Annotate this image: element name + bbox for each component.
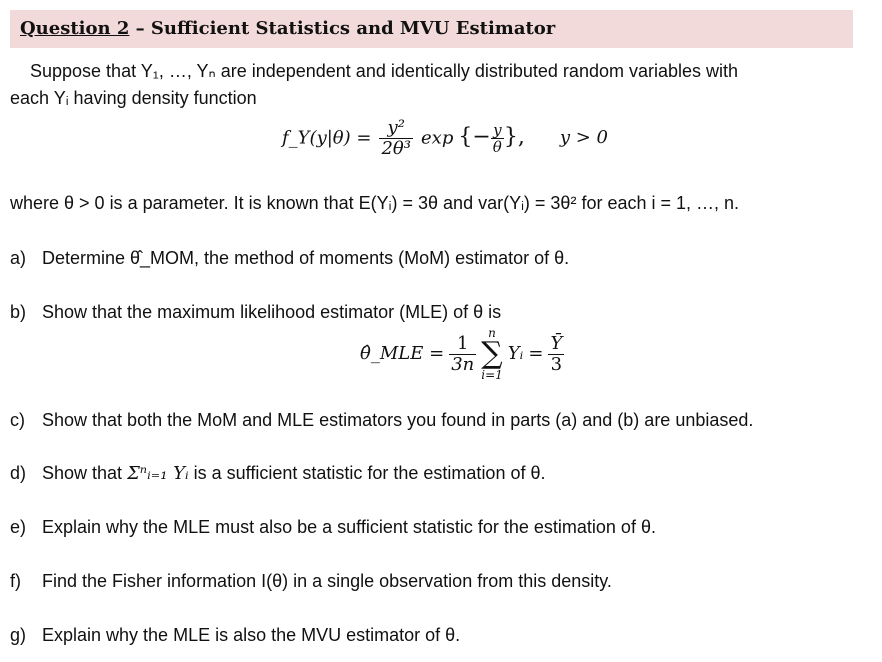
intro-line-2: each Yᵢ having density function (10, 88, 257, 108)
mle-rhs-den: 3 (550, 353, 563, 375)
part-d-text-post: is a sufficient statistic for the estimation of θ. (188, 463, 546, 483)
mle-rhs-fraction (548, 334, 564, 375)
part-c-text: Show that both the MoM and MLE estimators you found in parts (a) and (b) are unbiased. (42, 410, 754, 430)
part-e (10, 517, 656, 538)
density-denominator: 2θ³ (381, 138, 411, 159)
part-e-label: e) (10, 517, 27, 537)
density-numerator: y² (379, 118, 413, 139)
mle-lhs: θ̂_MLE = (360, 342, 445, 364)
part-d (10, 463, 545, 484)
where-line: where θ > 0 is a parameter. It is known that E(Yᵢ) = 3θ and var(Yᵢ) = 3θ² for each i = 1, …, n. (10, 193, 740, 213)
density-lhs: f_Y(y|θ) = (282, 127, 372, 149)
part-e-text: Explain why the MLE must also be a sufficient statistic for the estimation of θ. (42, 517, 656, 537)
part-b-label: b) (10, 302, 27, 322)
question-label: Question 2 (20, 18, 130, 39)
question-heading (20, 18, 555, 39)
mle-equals: = (528, 342, 544, 364)
part-g (10, 625, 460, 646)
question-header (10, 10, 853, 48)
mle-summand: Yᵢ (507, 342, 524, 364)
part-g-text: Explain why the MLE is also the MVU estimator of θ. (42, 625, 461, 645)
part-a-text: Determine θ̂_MOM, the method of moments (MoM) estimator of θ. (42, 248, 570, 268)
density-exp: exp (421, 127, 454, 149)
part-f-label: f) (10, 571, 21, 591)
part-c-label: c) (10, 410, 25, 430)
exp-arg-numerator: y (491, 122, 504, 139)
mle-formula (360, 326, 564, 382)
exp-argument (491, 122, 504, 155)
part-b (10, 302, 501, 323)
sum-lower: i=1 (481, 368, 503, 382)
intro-line-1: Suppose that Y₁, …, Yₙ are independent and identically distributed random variables with (30, 61, 739, 81)
part-d-text-pre: Show that (42, 463, 128, 483)
density-condition: y > 0 (559, 127, 608, 149)
density-formula: f_Y(y|θ) = $\frac{\text{y²}}{\text{2θ³}}$ exp {− $\frac{y}{\theta}$ }, y > 0 (282, 117, 608, 159)
exp-arg-denominator: θ (492, 138, 502, 156)
part-d-label: d) (10, 463, 27, 483)
mle-fraction (449, 334, 476, 375)
part-a (10, 248, 569, 269)
question-title: – Sufficient Statistics and MVU Estimator (129, 18, 556, 39)
part-b-text: Show that the maximum likelihood estimator (MLE) of θ is (42, 302, 502, 322)
part-d-math: Σⁿᵢ₌₁ Yᵢ (127, 463, 189, 484)
mle-summation: n ∑ i=1 (481, 326, 503, 382)
mle-rhs-num: Ȳ (550, 332, 563, 354)
part-c (10, 410, 753, 431)
part-f (10, 571, 612, 592)
density-fraction (379, 118, 413, 159)
mle-frac-num: 1 (449, 334, 476, 355)
part-a-label: a) (10, 248, 27, 268)
mle-frac-den: 3n (451, 353, 475, 375)
sum-upper: n (488, 326, 496, 340)
part-f-text: Find the Fisher information I(θ) in a single observation from this density. (42, 571, 612, 591)
part-g-label: g) (10, 625, 27, 645)
